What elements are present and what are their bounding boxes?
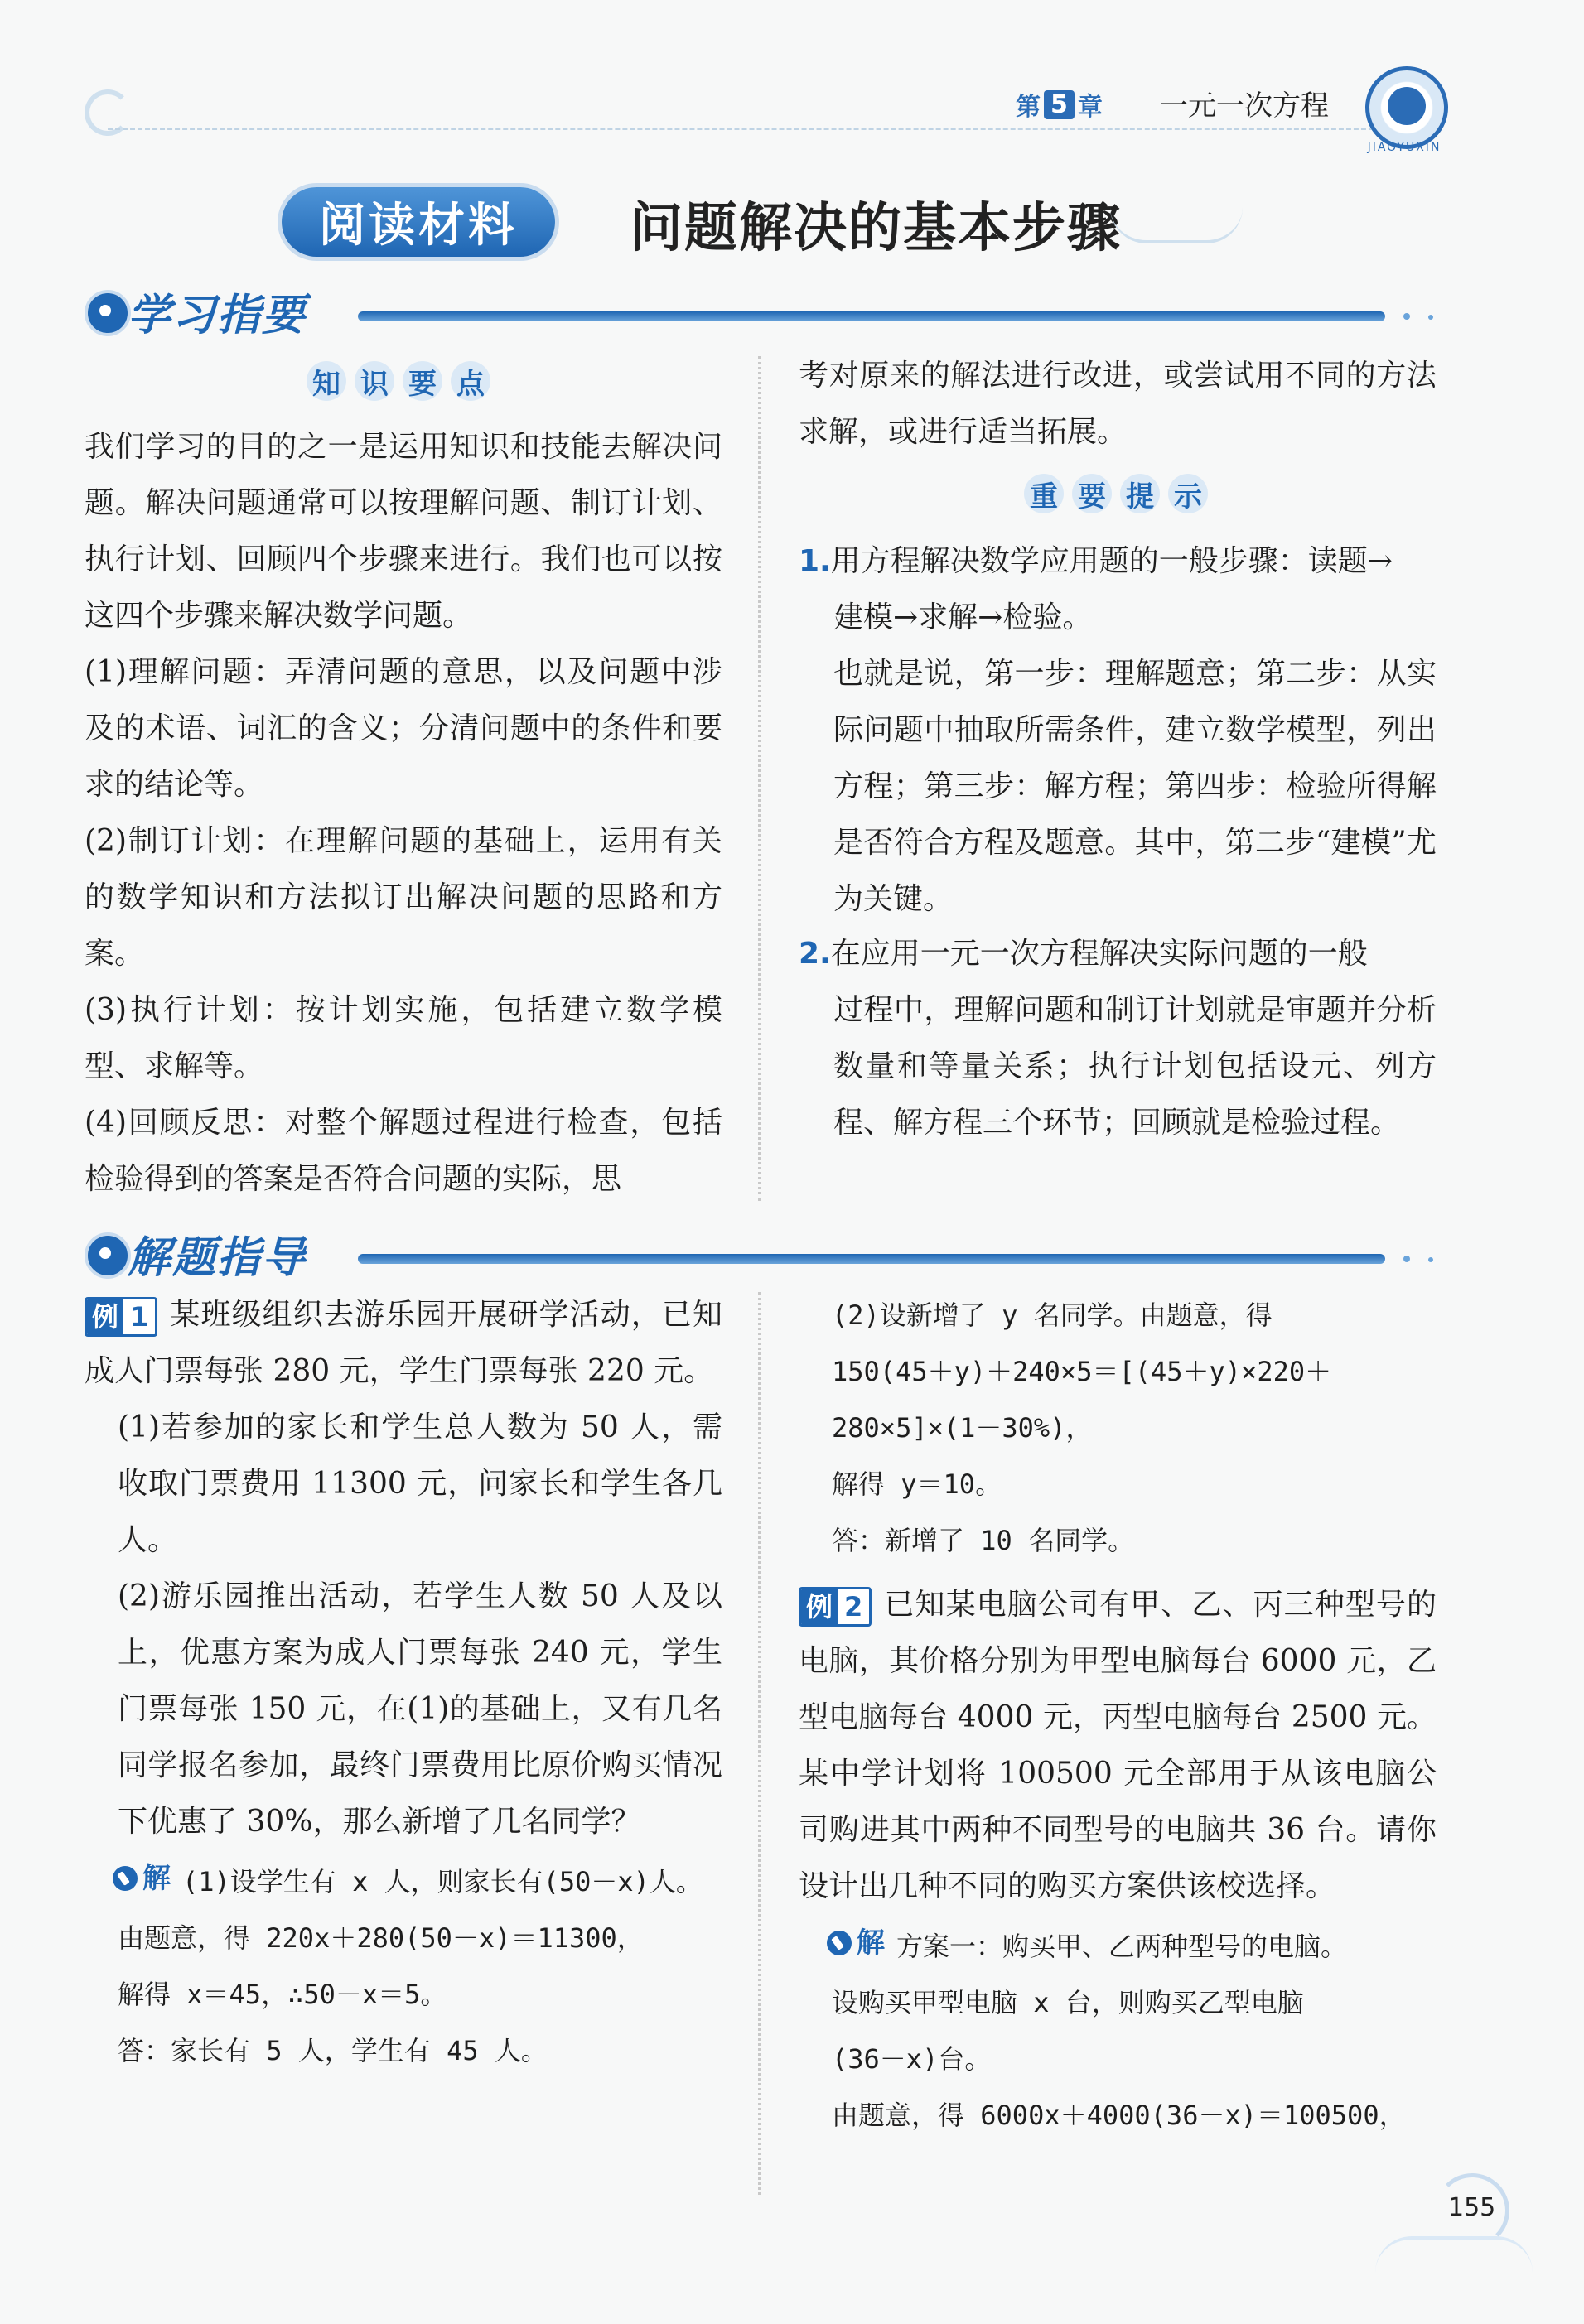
example-2 <box>799 1577 1437 2143</box>
example-stem: 某班级组织去游乐园开展研学活动，已知成人门票每张 280 元，学生门票每张 220 元。 <box>85 1298 722 1388</box>
example-tag <box>799 1587 872 1627</box>
tag-left: 例 <box>87 1299 123 1334</box>
page-title: 问题解决的基本步骤 <box>630 198 1122 259</box>
solution-line: 280×5]×(1－30%)， <box>832 1412 1093 1444</box>
rule-dot <box>1403 1256 1410 1262</box>
solution-line: (36－x)台。 <box>832 2043 992 2075</box>
solution-line: 答：新增了 10 名同学。 <box>832 1525 1135 1556</box>
paragraph: (4)回顾反思：对整个解题过程进行检查，包括检验得到的答案是否符合问题的实际，思 <box>85 1106 722 1196</box>
tip-line: 建模→求解→检验。 <box>833 600 1093 634</box>
chapter-tag <box>1016 86 1103 123</box>
important-tips-heading <box>1024 474 1208 513</box>
section-label: 解题指导 <box>128 1233 307 1283</box>
wave-decoration <box>1110 207 1243 243</box>
section-rule <box>358 311 1385 321</box>
heading-char: 示 <box>1168 474 1208 513</box>
pen-icon <box>827 1931 852 1955</box>
question-2: (2)游乐园推出活动，若学生人数 50 人及以上，优惠方案为成人门票每张 240 元，学生门票每张 150 元，在(1)的基础上，又有几名同学报名参加，最终门票费用比原价购买情况下优惠了 30%，那么新增了几名同学？ <box>118 1579 722 1839</box>
tip-line: 也就是说，第一步：理解题意；第二步：从实际问题中抽取所需条件，建立数学模型，列出方程；第三步：解方程；第四步：检验所得解是否符合方程及题意。其中，第二步“建模”尤为关键。 <box>833 657 1437 916</box>
tip-2 <box>799 926 1437 1151</box>
solution-tag <box>827 1915 885 1971</box>
solution-label: 解 <box>857 1926 885 1960</box>
pen-icon <box>113 1866 138 1891</box>
reading-material-badge: 阅读材料 <box>282 187 555 257</box>
heading-char: 知 <box>307 361 346 401</box>
tag-right: 2 <box>838 1589 869 1624</box>
chapter-suffix: 章 <box>1077 93 1103 122</box>
publisher-logo-icon <box>1365 66 1448 149</box>
heading-char: 识 <box>355 361 394 401</box>
chapter-number: 5 <box>1044 90 1075 119</box>
heading-char: 点 <box>451 361 490 401</box>
paragraph: 我们学习的目的之一是运用知识和技能去解决问题。解决问题通常可以按理解问题、制订计划、执行计划、回顾四个步骤来进行。我们也可以按这四个步骤来解决数学问题。 <box>85 430 722 633</box>
example-stem: 已知某电脑公司有甲、乙、丙三种型号的电脑，其价格分别为甲型电脑每台 6000 元，乙型电脑每台 4000 元，丙型电脑每台 2500 元。某中学计划将 100500 元全部用于从该电脑公司购进其中两种不同型号的电脑共 36 台。请你设计出几种不同的购买方案供该校选择。 <box>799 1588 1437 1903</box>
paragraph: (1)理解问题：弄清问题的意思，以及问题中涉及的术语、词汇的含义；分清问题中的条件和要求的结论等。 <box>85 655 722 802</box>
chapter-title: 一元一次方程 <box>1160 89 1329 123</box>
column-divider <box>758 356 761 1201</box>
solution-line: 由题意，得 6000x＋4000(36－x)＝100500， <box>832 2100 1406 2131</box>
knowledge-text-continued: 考对原来的解法进行改进，或尝试用不同的方法求解，或进行适当拓展。 <box>799 359 1437 449</box>
tag-left: 例 <box>801 1589 838 1624</box>
tip-number: 1. <box>799 544 831 578</box>
solution-label: 解 <box>142 1862 171 1895</box>
section-icon <box>85 1232 131 1279</box>
wave-decoration <box>1375 2236 1533 2273</box>
tip-line: 过程中，理解问题和制订计划就是审题并分析数量和等量关系；执行计划包括设元、列方程、解方程三个环节；回顾就是检验过程。 <box>833 993 1437 1140</box>
tip-number: 2. <box>799 937 831 971</box>
knowledge-points-heading <box>307 361 490 401</box>
paragraph: (3)执行计划：按计划实施，包括建立数学模型、求解等。 <box>85 993 722 1083</box>
chapter-prefix: 第 <box>1016 93 1041 122</box>
tip-1 <box>799 533 1437 928</box>
rule-dot <box>1428 1257 1433 1262</box>
tag-right: 1 <box>123 1299 155 1334</box>
solution-line: (2)设新增了 y 名同学。由题意，得 <box>832 1299 1273 1331</box>
question-1: (1)若参加的家长和学生总人数为 50 人，需收取门票费用 11300 元，问家长和学生各几人。 <box>118 1410 722 1557</box>
heading-char: 提 <box>1120 474 1160 513</box>
heading-char: 要 <box>1072 474 1112 513</box>
solution-line: 解得 y＝10。 <box>832 1468 1002 1500</box>
heading-char: 重 <box>1024 474 1064 513</box>
tip-line: 在应用一元一次方程解决实际问题的一般 <box>830 937 1368 971</box>
solution-line: 150(45＋y)＋240×5＝[(45＋y)×220＋ <box>832 1356 1332 1387</box>
solution-line: 方案一：购买甲、乙两种型号的电脑。 <box>896 1931 1348 1962</box>
solution-line: 答：家长有 5 人，学生有 45 人。 <box>118 2035 548 2066</box>
solution-line: (1)设学生有 x 人，则家长有(50－x)人。 <box>182 1866 703 1897</box>
rule-dot <box>1403 313 1410 320</box>
example-1 <box>85 1287 722 2079</box>
logo-text: JIAOYUXIN <box>1367 141 1442 154</box>
paragraph: (2)制订计划：在理解问题的基础上，运用有关的数学知识和方法拟订出解决问题的思路和方案。 <box>85 824 722 971</box>
section-solving-guide <box>85 1226 1435 1283</box>
example-tag <box>85 1297 157 1337</box>
page-number: 155 <box>1448 2193 1496 2222</box>
section-rule <box>358 1254 1385 1264</box>
rule-dot <box>1428 315 1433 320</box>
tip-line: 用方程解决数学应用题的一般步骤：读题→ <box>830 544 1393 578</box>
solution-line: 设购买甲型电脑 x 台，则购买乙型电脑 <box>832 1987 1304 2018</box>
header-divider <box>108 128 1433 130</box>
solution-line: 解得 x＝45，∴50－x＝5。 <box>118 1979 447 2010</box>
solution-tag <box>113 1850 171 1907</box>
section-label: 学习指要 <box>128 291 307 340</box>
column-divider <box>758 1292 761 2195</box>
example-1-solution-continued <box>832 1287 1437 1569</box>
section-icon <box>85 290 131 336</box>
section-study-guide <box>85 283 1435 340</box>
solution-line: 由题意，得 220x＋280(50－x)＝11300， <box>118 1922 644 1954</box>
knowledge-text <box>85 419 722 1208</box>
heading-char: 要 <box>403 361 442 401</box>
